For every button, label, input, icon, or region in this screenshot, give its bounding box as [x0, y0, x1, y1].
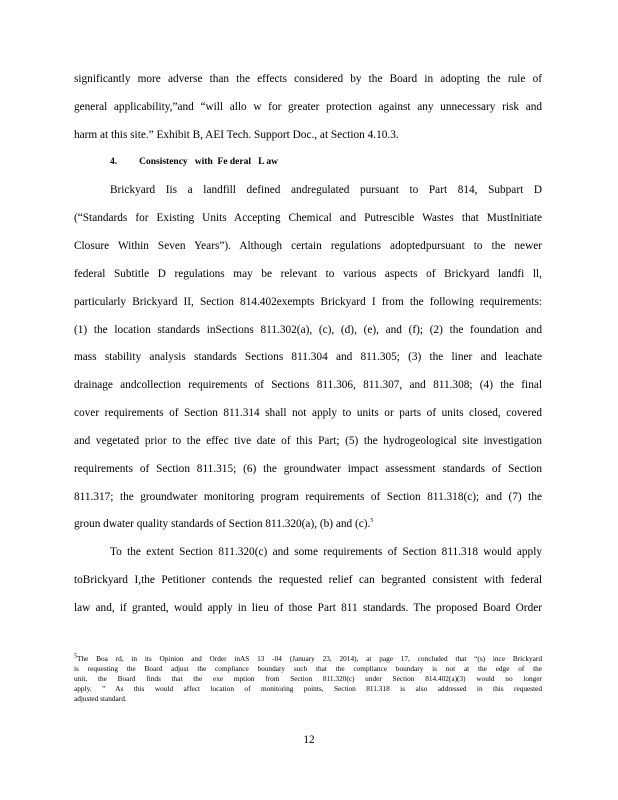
- body-text-line: federal Subtitle D regulations may be relevant to various aspects of Brickyard landfi ll,: [74, 268, 542, 280]
- body-text-line: law and, if granted, would apply in lieu of those Part 811 standards. The proposed Board Order: [74, 602, 542, 614]
- body-text-line: (“Standards for Existing Units Accepting Chemical and Putrescible Wastes that MustInitiate: [74, 212, 542, 224]
- body-text-line: particularly Brickyard II, Section 814.402exempts Brickyard I from the following requirements:: [74, 296, 542, 308]
- footnote-text: The Boa rd, in its Opinion and Order inAS 13 -04 (January 23, 2014), at page 17, concluded that “(s) ince Brickyard: [77, 654, 542, 663]
- footnote-marker: 5: [74, 653, 77, 660]
- section-heading: [110, 157, 278, 167]
- body-text: groun dwater quality standards of Section 811.320(a), (b) and (c).: [74, 518, 371, 530]
- footnote-reference: 5: [370, 518, 374, 525]
- body-text-line: cover requirements of Section 811.314 shall not apply to units or parts of units closed, covered: [74, 407, 542, 419]
- footnote-line: [74, 654, 542, 663]
- body-text-line: Brickyard Iis a landfill defined andregulated pursuant to Part 814, Subpart D: [110, 184, 542, 196]
- body-text-line: Closure Within Seven Years”). Although certain regulations adoptedpursuant to the newer: [74, 240, 542, 252]
- body-text-line: [74, 517, 542, 531]
- section-title: Consistency with Fe deral L aw: [139, 157, 278, 167]
- body-text-line: significantly more adverse than the effects considered by the Board in adopting the rule of: [74, 73, 542, 85]
- body-text-line: To the extent Section 811.320(c) and some requirements of Section 811.318 would apply: [110, 546, 542, 558]
- body-text-line: requirements of Section 811.315; (6) the groundwater impact assessment standards of Section: [74, 463, 542, 475]
- footnote-separator: [74, 643, 194, 644]
- section-number: 4.: [110, 157, 118, 167]
- body-text-line: (1) the location standards inSections 811.302(a), (c), (d), (e), and (f); (2) the foundation and: [74, 324, 542, 336]
- body-text-line: harm at this site.” Exhibit B, AEI Tech. Support Doc., at Section 4.10.3.: [74, 129, 399, 141]
- body-text-line: drainage andcollection requirements of Sections 811.306, 811.307, and 811.308; (4) the final: [74, 379, 542, 391]
- body-text-line: toBrickyard I,the Petitioner contends the requested relief can begranted consistent with federal: [74, 574, 542, 586]
- body-text-line: general applicability,”and “will allo w for greater protection against any unnecessary risk and: [74, 101, 542, 113]
- footnote-line: apply. ” As this would affect location of monitoring points, Section 811.318 is also addressed in this requested: [74, 684, 542, 693]
- page-number: 12: [303, 734, 315, 746]
- body-text-line: and vegetated prior to the effec tive date of this Part; (5) the hydrogeological site investigation: [74, 435, 542, 447]
- footnote-line: is requesting the Board adjust the compliance boundary such that the compliance boundary is not at the edge of the: [74, 664, 542, 673]
- body-text-line: 811.317; the groundwater monitoring program requirements of Section 811.318(c); and (7) the: [74, 491, 542, 503]
- footnote-line: unit, the Board finds that the exe mption from Section 811.320(c) under Section 814.402(a)(3) would no longer: [74, 674, 542, 683]
- footnote-line: adjusted standard.: [74, 694, 127, 703]
- body-text-line: mass stability analysis standards Sections 811.304 and 811.305; (3) the liner and leachate: [74, 351, 542, 363]
